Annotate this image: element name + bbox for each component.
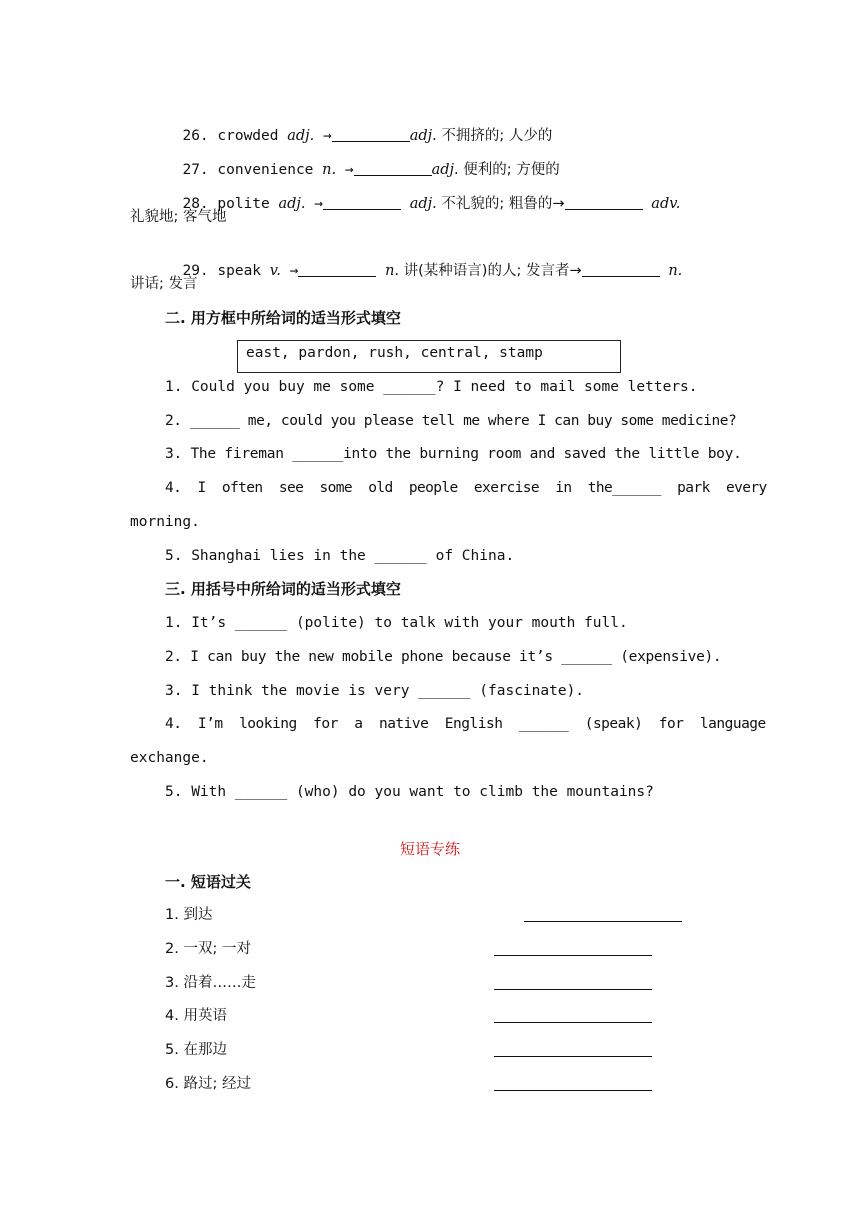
s3-item-3: 3. I think the movie is very ______ (fascinate). bbox=[165, 683, 585, 699]
phrase-answer-line[interactable] bbox=[494, 989, 652, 990]
vocab-27: 27. convenience n. → adj. 便利的; 方便的 bbox=[182, 162, 560, 178]
s3-item-4-continuation: exchange. bbox=[130, 750, 209, 766]
answer-blank[interactable] bbox=[582, 262, 660, 277]
phrase-item-3: 3. 沿着……走 bbox=[165, 975, 256, 991]
phrase-answer-line[interactable] bbox=[494, 1056, 652, 1057]
s3-item-5: 5. With ______ (who) do you want to climb the mountains? bbox=[165, 784, 654, 800]
vocab-29: 29. speak v. → n. 讲(某种语言)的人; 发言者→ n. bbox=[182, 263, 683, 279]
answer-blank[interactable] bbox=[298, 262, 376, 277]
phrase-answer-line[interactable] bbox=[494, 955, 652, 956]
answer-blank[interactable] bbox=[565, 195, 643, 210]
vocab-28-continuation: 礼貌地; 客气地 bbox=[130, 209, 227, 225]
s3-item-2: 2. I can buy the new mobile phone because it’s ______ (expensive). bbox=[165, 649, 722, 665]
section-title: 短语专练 bbox=[399, 840, 460, 858]
s2-item-1: 1. Could you buy me some ______? I need to mail some letters. bbox=[165, 379, 698, 395]
s2-item-3: 3. The fireman ______into the burning room and saved the little boy. bbox=[165, 446, 742, 462]
phrase-answer-line[interactable] bbox=[494, 1090, 652, 1091]
s2-item-5: 5. Shanghai lies in the ______ of China. bbox=[165, 548, 515, 564]
s2-item-2: 2. ______ me, could you please tell me where I can buy some medicine? bbox=[165, 413, 737, 429]
phrases-heading: 一. 短语过关 bbox=[165, 873, 251, 891]
s3-item-4: 4. I’m looking for a native English ______ (speak) for language bbox=[165, 716, 766, 732]
phrase-item-1: 1. 到达 bbox=[165, 907, 213, 923]
s3-item-1: 1. It’s ______ (polite) to talk with your mouth full. bbox=[165, 615, 628, 631]
phrase-item-4: 4. 用英语 bbox=[165, 1008, 227, 1024]
section3-heading: 三. 用括号中所给词的适当形式填空 bbox=[165, 580, 401, 598]
phrase-item-6: 6. 路过; 经过 bbox=[165, 1076, 251, 1092]
vocab-26: 26. crowded adj. → adj. 不拥挤的; 人少的 bbox=[182, 128, 553, 144]
phrase-answer-line[interactable] bbox=[494, 1022, 652, 1023]
phrase-answer-line[interactable] bbox=[524, 921, 682, 922]
answer-blank[interactable] bbox=[323, 195, 401, 210]
vocab-28: 28. polite adj. → adj. 不礼貌的; 粗鲁的→ adv. bbox=[182, 196, 681, 212]
phrase-item-2: 2. 一双; 一对 bbox=[165, 941, 251, 957]
vocab-29-continuation: 讲话; 发言 bbox=[130, 276, 198, 292]
s2-item-4: 4. I often see some old people exercise in the______ park every bbox=[165, 480, 767, 496]
word-box-text: east, pardon, rush, central, stamp bbox=[246, 345, 543, 361]
phrase-item-5: 5. 在那边 bbox=[165, 1042, 227, 1058]
word-box bbox=[237, 340, 621, 373]
section2-heading: 二. 用方框中所给词的适当形式填空 bbox=[165, 309, 401, 327]
s2-item-4-continuation: morning. bbox=[130, 514, 200, 530]
